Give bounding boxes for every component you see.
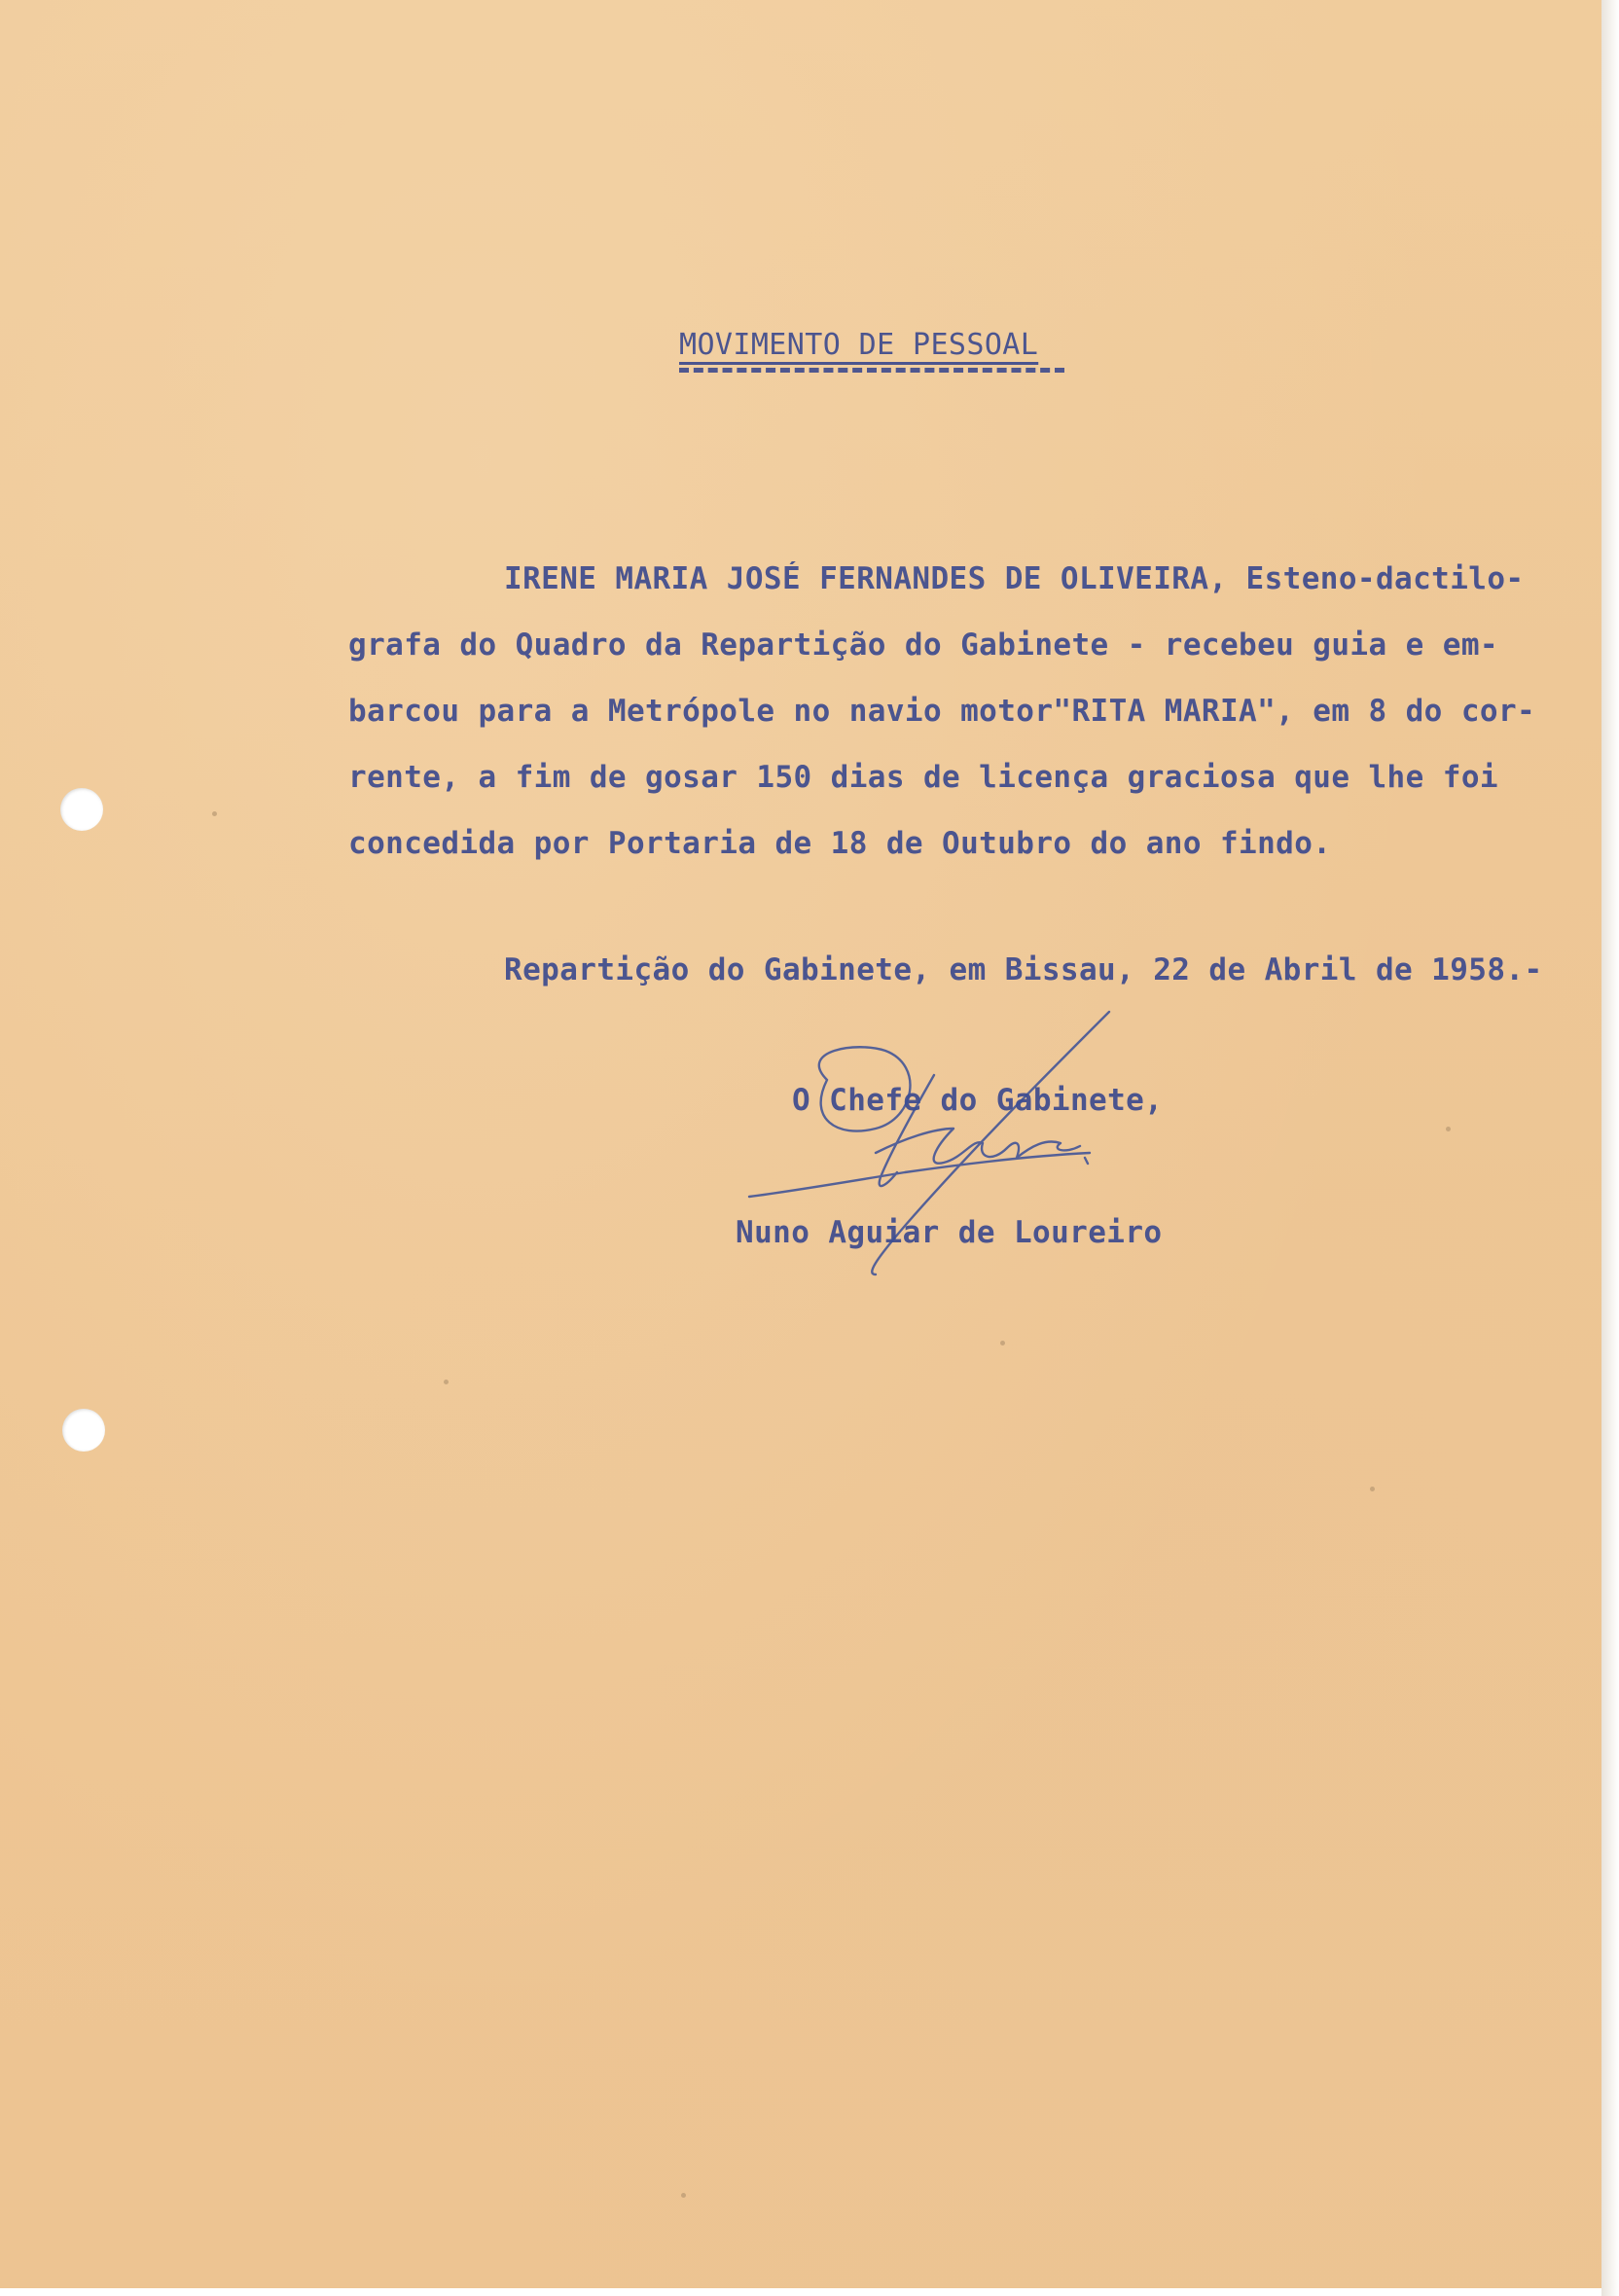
- title-double-underline: [679, 368, 1064, 373]
- date-line: Repartição do Gabinete, em Bissau, 22 de Abril de 1958.-: [504, 952, 1543, 987]
- scan-edge: [1601, 0, 1619, 2296]
- paper-speck: [681, 2193, 686, 2198]
- body-line-3: barcou para a Metrópole no navio motor"RITA MARIA", em 8 do cor-: [348, 694, 1536, 729]
- body-line-5: concedida por Portaria de 18 de Outubro do ano findo.: [348, 826, 1332, 861]
- punch-hole-bottom: [62, 1409, 105, 1452]
- body-line-4: rente, a fim de gosar 150 dias de licença graciosa que lhe foi: [348, 760, 1498, 795]
- paper-speck: [212, 811, 217, 816]
- signatory-title: O Chefe do Gabinete,: [792, 1083, 1164, 1118]
- paper-speck: [444, 1380, 449, 1384]
- paper-speck: [1370, 1487, 1375, 1491]
- body-line-1: IRENE MARIA JOSÉ FERNANDES DE OLIVEIRA, Esteno-dactilo-: [504, 561, 1525, 596]
- paper-speck: [1000, 1341, 1005, 1345]
- body-line-2: grafa do Quadro da Repartição do Gabinete - recebeu guia e em-: [348, 628, 1498, 663]
- handwritten-signature: [681, 983, 1187, 1304]
- document-title: MOVIMENTO DE PESSOAL: [679, 328, 1039, 362]
- paper-speck: [1446, 1127, 1451, 1131]
- punch-hole-top: [60, 788, 103, 831]
- signatory-name: Nuno Aguiar de Loureiro: [736, 1215, 1163, 1250]
